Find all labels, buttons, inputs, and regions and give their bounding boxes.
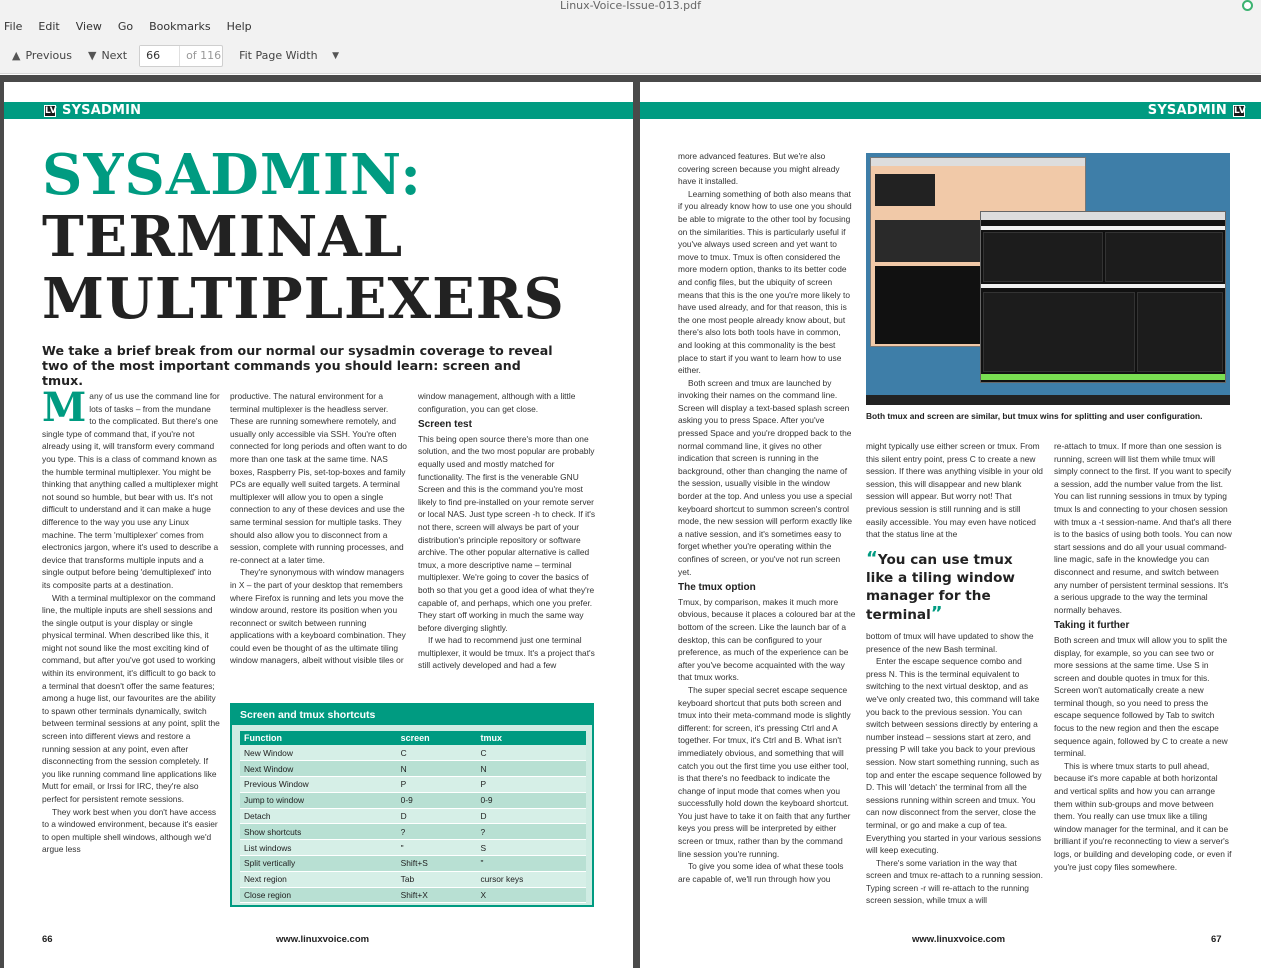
lv-logo-icon: LV bbox=[1234, 105, 1246, 116]
title-line-2: TERMINAL bbox=[42, 204, 404, 270]
previous-label: Previous bbox=[25, 49, 72, 62]
window-titlebar bbox=[0, 0, 1261, 14]
page-66 bbox=[4, 82, 633, 968]
open-quote-icon: “ bbox=[866, 548, 878, 569]
arrow-down-icon: ▼ bbox=[87, 49, 97, 62]
paragraph: Both screen and tmux are launched by invoking their names on the command line. Screen will display a text-based splash screen asking you to press Space. After you've pressed Space and you're dropped back to the normal command line, it gives no other indication that screen is running in the background, other than changing the name of the session, usually visible in the window border at the top. And unless you use a special keyboard shortcut to summon screen's control mode, the new session will perform exactly like a native session, and it's sometimes easy to forget whether you're operating within the confines of screen, or you've not run screen yet. bbox=[678, 377, 853, 577]
paragraph: Tmux, by comparison, makes it much more obvious, because it places a coloured bar at the bottom of the screen. Like the launch bar of a desktop, this can be configured to your preference, as much of the experience can be after you've become acquainted with the way that tmux works. bbox=[678, 596, 856, 683]
right-column-2-bottom bbox=[866, 630, 1044, 912]
footer-url: www.linuxvoice.com bbox=[912, 934, 1006, 945]
arrow-up-icon: ▲ bbox=[12, 49, 21, 62]
menu-bookmarks[interactable]: Bookmarks bbox=[149, 19, 211, 33]
paragraph: They're synonymous with window managers in X – the part of your desktop that remembers where Firefox is running and lets you move the window around, restore its position when you reconnect or switch between running applications with a keyboard combination. They could even be thought of as the ultimate tiling window managers, albeit without visible tiles or bbox=[230, 567, 406, 666]
table-cell: Shift+X bbox=[397, 887, 477, 903]
subheading: The tmux option bbox=[678, 582, 756, 594]
table-row bbox=[240, 887, 586, 903]
table-cell: Detach bbox=[240, 808, 397, 824]
title-line-1: SYSADMIN: bbox=[42, 142, 422, 208]
menu-help[interactable]: Help bbox=[226, 19, 252, 33]
pull-quote bbox=[866, 550, 1042, 624]
table-cell: Tab bbox=[397, 871, 477, 887]
table-cell: Split vertically bbox=[240, 856, 397, 872]
zoom-value: Fit Page Width bbox=[239, 49, 318, 62]
table-cell: Close region bbox=[240, 887, 397, 903]
table-cell: 0-9 bbox=[476, 792, 586, 808]
paragraph: window management, although with a little configuration, you can get close. bbox=[418, 391, 576, 414]
table-cell: List windows bbox=[240, 840, 397, 856]
paragraph: To give you some idea of what these tools are capable of, we'll run through how you bbox=[678, 861, 844, 884]
column-header: Function bbox=[240, 731, 397, 745]
table-cell: Previous Window bbox=[240, 777, 397, 793]
section-band bbox=[4, 102, 633, 119]
shortcut-table bbox=[240, 731, 586, 903]
column-header: tmux bbox=[476, 731, 586, 745]
paragraph: re-attach to tmux. If more than one session is running, screen will list them while tmux will simply connect to the first. If you want to specify a session, add the number value from the list. You can list running sessions in tmux by typing tmux ls and connecting to your chosen session with tmux a -t session-name. And that's all there is to the basics of using both tools. You can now start sessions and do all your usual command-line magic, safe in the knowledge you can disconnect and resume, and switch between any number of persistent terminal sessions. It's a serious upgrade to the way the terminal normally behaves. bbox=[1054, 441, 1232, 615]
menu-edit[interactable]: Edit bbox=[38, 19, 60, 33]
paragraph: The super special secret escape sequence keyboard shortcut that puts both screen and tmux into their meta-command mode is slightly different: for screen, it's pressing Ctrl and A together. For tmux, it's Ctrl and B. What isn't immediately obvious, and something that will catch you out the first time you use either tool, is that there's no feedback to indicate the change of input mode that comes when you successfully hold down the keyboard shortcut. You just have to take it on faith that any further keys you press will be interpreted by either screen or tmux, rather than by the command line session you're running. bbox=[678, 684, 851, 859]
page-total: of 116 bbox=[186, 49, 222, 62]
table-row bbox=[240, 777, 586, 793]
menu-bar bbox=[0, 14, 1261, 38]
left-column-2 bbox=[230, 390, 408, 690]
previous-button[interactable] bbox=[8, 47, 76, 64]
paragraph: might typically use either screen or tmux. From this silent entry point, press C to create a new session. If there was anything visible in your old session, this will disappear and new blank session will appear. But worry not! That previous session is still running and is still easily accessible. You may even have noticed that the status line at the bbox=[866, 441, 1043, 540]
paragraph: Learning something of both also means that if you already know how to use one you should be able to migrate to the other tool by focusing on the similarities. This is particularly useful if you've always used screen and yet want to move to tmux. Tmux is often considered the more modern option, thanks to its better code and config files, but the ubiquity of screen means that this is the one you're more likely to have used already, and for that reason, this is the one most people already know about, but there's also lots both tools have in common, and looking at this commonality is the best place to start if you want to learn how to use either. bbox=[678, 188, 852, 376]
table-row bbox=[240, 856, 586, 872]
table-cell: " bbox=[476, 856, 586, 872]
paragraph: If we had to recommend just one terminal multiplexer, it would be tmux. It's a project that's still actively developed and had a few bbox=[418, 635, 595, 671]
menu-go[interactable]: Go bbox=[117, 19, 134, 33]
section-label: SYSADMIN bbox=[1147, 103, 1227, 118]
table-cell: cursor keys bbox=[476, 871, 586, 887]
table-cell: Next Window bbox=[240, 761, 397, 777]
shortcut-box bbox=[230, 703, 594, 907]
left-column-3 bbox=[418, 390, 596, 690]
page-number: 67 bbox=[1211, 934, 1222, 945]
right-column-3 bbox=[1054, 440, 1232, 912]
table-cell: P bbox=[397, 777, 477, 793]
page-67 bbox=[640, 82, 1261, 968]
table-row bbox=[240, 824, 586, 840]
toolbar bbox=[0, 38, 1261, 74]
footer-url: www.linuxvoice.com bbox=[276, 934, 370, 945]
table-cell: N bbox=[476, 761, 586, 777]
table-row bbox=[240, 871, 586, 887]
paragraph: Enter the escape sequence combo and press N. This is the terminal equivalent to switching to the next virtual desktop, and as we've only created two, this command will take you back to the previous session. You can switch between sessions directly by entering a number instead – sessions start at zero, and pressing P will take you back to your previous session. Now start something running, such as top and enter the escape sequence followed by D. This will 'detach' the terminal from all the sessions running within screen and tmux. You can now disconnect from the server, close the terminal, or go and make a cup of tea. Everything you started in your various sessions will keep executing. bbox=[866, 656, 1042, 856]
table-cell: ? bbox=[476, 824, 586, 840]
paragraph: This is where tmux starts to pull ahead, because it's more capable at both horizontal and vertical splits and how you can arrange them within sub-groups and move between them. You really can use tmux like a tiling window manager for the terminal, and it can be brilliant if you're reconnecting to view a server's logs, or building and developing code, or even if you're just copy files somewhere. bbox=[1054, 760, 1232, 872]
table-cell: C bbox=[476, 745, 586, 761]
menu-file[interactable]: File bbox=[4, 19, 23, 33]
table-row bbox=[240, 808, 586, 824]
title-line-3: MULTIPLEXERS bbox=[42, 266, 565, 332]
paragraph: Both screen and tmux will allow you to split the display, for example, so you can see two or more sessions at the same time. Use S in screen and double quotes in tmux for this. Screen won't automatically create a new terminal though, so you need to press the escape sequence followed by Tab to switch focus to the new region and then the escape sequence again, followed by C to create a new terminal. bbox=[1054, 634, 1228, 759]
window-close-button[interactable] bbox=[1242, 0, 1253, 11]
table-cell: D bbox=[397, 808, 477, 824]
paragraph: With a terminal multiplexor on the command line, the multiple inputs are shell sessions and the single output is your display or single physical terminal. When described like this, it might not sound like the most exciting kind of command, but after you've got used to working within its environment, it's difficult to go back to a terminal that doesn't offer the same features; among a huge list, our favourites are the ability to spawn other terminals dynamically, switch between terminal sessions at any point, split the screen into different views and restore a running session at any point, even after disconnecting from the session completely. If you like running command line applications like Mutt for email, or Irssi for IRC, they're also perfect for persistent remote sessions. bbox=[42, 592, 220, 804]
document-viewer[interactable] bbox=[0, 75, 1261, 968]
next-label: Next bbox=[101, 49, 128, 62]
drop-cap: M bbox=[42, 390, 87, 431]
standfirst: We take a brief break from our normal our sysadmin coverage to reveal two of the most important commands you should learn: screen and tmux. bbox=[42, 343, 553, 388]
table-row bbox=[240, 792, 586, 808]
table-cell: X bbox=[476, 887, 586, 903]
zoom-select[interactable] bbox=[235, 47, 343, 64]
menu-view[interactable]: View bbox=[75, 19, 102, 33]
section-band bbox=[640, 102, 1261, 119]
table-cell: Show shortcuts bbox=[240, 824, 397, 840]
right-column-1 bbox=[678, 150, 856, 912]
table-cell: C bbox=[397, 745, 477, 761]
page-title bbox=[42, 144, 565, 330]
chevron-down-icon: ▼ bbox=[332, 50, 340, 61]
table-cell: " bbox=[397, 840, 477, 856]
table-cell: New Window bbox=[240, 745, 397, 761]
window-title: Linux-Voice-Issue-013.pdf bbox=[560, 0, 701, 12]
section-label: SYSADMIN bbox=[62, 103, 142, 118]
page-navigator bbox=[139, 45, 223, 67]
page-number-input[interactable] bbox=[140, 46, 180, 66]
paragraph: There's some variation in the way that screen and tmux re-attach to a running session. Typing screen -r will re-attach to the running screen session, while tmux a will bbox=[866, 857, 1043, 906]
table-cell: S bbox=[476, 840, 586, 856]
tmux-terminal-window bbox=[980, 211, 1226, 383]
terminal-screenshot bbox=[866, 153, 1230, 405]
paragraph: They work best when you don't have access to a windowed environment, because it's easier to open multiple shell windows, although we'd argue less bbox=[42, 806, 218, 855]
table-cell: Shift+S bbox=[397, 856, 477, 872]
subheading: Screen test bbox=[418, 419, 472, 431]
table-cell: Next region bbox=[240, 871, 397, 887]
table-cell: Jump to window bbox=[240, 792, 397, 808]
paragraph: more advanced features. But we're also covering screen because you might already have it installed. bbox=[678, 151, 840, 187]
close-quote-icon: ” bbox=[930, 603, 943, 624]
table-row bbox=[240, 745, 586, 761]
subheading: Taking it further bbox=[1054, 620, 1130, 632]
paragraph: productive. The natural environment for a terminal multiplexer is the headless server. These are running somewhere remotely, and usually only accessible via SSH. You're often connected for long periods and often want to do more than one task at the same time. NAS boxes, Raspberry Pis, set-top-boxes and family PCs are equally well suited targets. A terminal multiplexer will allow you to open a single connection to any of these devices and use the same terminal session for multiple tasks. They should also allow you to disconnect from a session, complete with running processes, and re-connect at a later time. bbox=[230, 391, 407, 565]
pull-quote-text: You can use tmux like a tiling window manager for the terminal bbox=[866, 552, 1015, 623]
figure-caption: Both tmux and screen are similar, but tmux wins for splitting and user configuration. bbox=[866, 411, 1203, 421]
left-column-1 bbox=[42, 390, 220, 910]
table-row bbox=[240, 761, 586, 777]
table-row bbox=[240, 840, 586, 856]
paragraph: bottom of tmux will have updated to show the presence of the new Bash terminal. bbox=[866, 631, 1034, 654]
table-cell: D bbox=[476, 808, 586, 824]
table-cell: P bbox=[476, 777, 586, 793]
column-header: screen bbox=[397, 731, 477, 745]
table-cell: N bbox=[397, 761, 477, 777]
right-column-2-top bbox=[866, 440, 1044, 550]
page-number: 66 bbox=[42, 934, 53, 945]
box-title: Screen and tmux shortcuts bbox=[232, 705, 592, 725]
paragraph: This being open source there's more than one solution, and the two most popular are probably equally used and mostly matched for functionality. The first is the venerable GNU Screen and this is the command you're most likely to find pre-installed on your remote server or local NAS. Just type screen -h to check. If it's not there, screen will always be part of your distribution's principle repository or software archive. The other popular alternative is called tmux, a more descriptive name – terminal multiplexer. We're going to cover the basics of both so that you get a good idea of what they're capable of, and perhaps, which one you prefer. They start off working in much the same way before diverging slightly. bbox=[418, 433, 596, 633]
lv-logo-icon: LV bbox=[45, 105, 57, 116]
table-cell: 0-9 bbox=[397, 792, 477, 808]
table-cell: ? bbox=[397, 824, 477, 840]
paragraph: any of us use the command line for lots of tasks – from the mundane to the complicated. But there's one single type of command that, if you're not already using it, will transform every command you type. This is a class of command known as the humble terminal multiplexer. You might be thinking that anything called a multiplexer might not sound so humble, but bear with us. It's not difficult to understand and it can make a huge difference to the way you use any Linux machine. The term 'multiplexer' comes from electronics jargon, where it's used to describe a device that transforms multiple inputs and a single output before being 'demultiplexed' into its composite parts at a destination. bbox=[42, 391, 220, 590]
next-button[interactable] bbox=[84, 47, 131, 64]
